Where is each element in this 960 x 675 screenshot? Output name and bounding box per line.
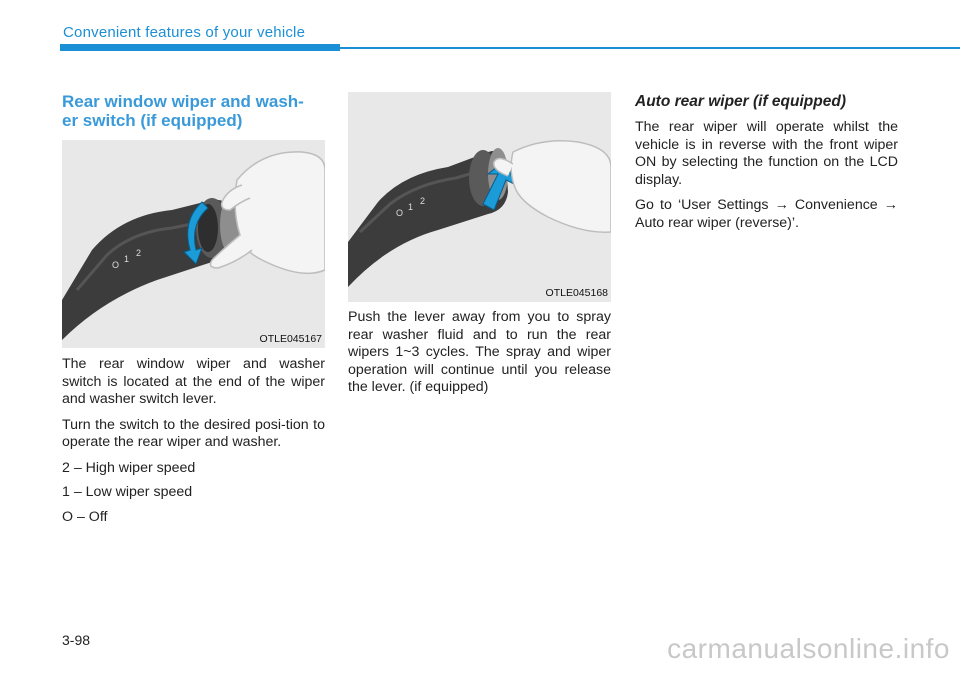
- paragraph: The rear wiper will operate whilst the vehicle is in reverse with the front wiper ON by selecting the function on the LCD display.: [635, 119, 898, 188]
- page-number: 3-98: [62, 632, 91, 648]
- svg-text:2: 2: [420, 196, 426, 206]
- section-header-title: Convenient features of your vehicle: [63, 24, 306, 41]
- paragraph: Push the lever away from you to spray rear washer fluid and to run the rear wipers 1~3 cycles. The spray and wiper operation will continue until you release the lever. (if equipped): [348, 309, 611, 395]
- figure-label: OTLE045167: [259, 333, 322, 345]
- column-2-text: [348, 309, 611, 405]
- figure-wiper-switch-rotate: [62, 140, 325, 348]
- list-item-off: O – Off: [62, 508, 108, 525]
- svg-text:2: 2: [136, 248, 142, 258]
- header-accent-bar: [60, 44, 340, 51]
- paragraph: Turn the switch to the desired posi-tion to operate the rear wiper and washer.: [62, 416, 325, 450]
- column-3: [635, 92, 898, 240]
- paragraph: Go to ‘User Settings → Convenience → Auto rear wiper (reverse)’.: [635, 197, 898, 231]
- svg-text:1: 1: [124, 254, 130, 264]
- list-item-low-speed: 1 – Low wiper speed: [62, 484, 193, 500]
- list-item-high-speed: 2 – High wiper speed: [62, 459, 196, 476]
- subsection-heading: Auto rear wiper (if equipped): [635, 93, 846, 110]
- column-1-text: [62, 356, 325, 533]
- header-rule: [340, 47, 960, 49]
- column-1: [62, 92, 325, 130]
- figure-label: OTLE045168: [545, 287, 608, 299]
- svg-text:O: O: [396, 208, 404, 218]
- svg-text:1: 1: [408, 202, 414, 212]
- section-heading-line-2: er switch (if equipped): [62, 111, 243, 130]
- section-heading: [62, 92, 325, 130]
- svg-text:O: O: [112, 260, 120, 270]
- section-heading-line-1: Rear window wiper and wash-: [62, 92, 304, 111]
- paragraph: The rear window wiper and washer switch is located at the end of the wiper and washer switch lever.: [62, 356, 325, 407]
- washer-lever-illustration: [348, 92, 611, 302]
- watermark: carmanualsonline.info: [667, 633, 950, 664]
- wiper-lever-illustration: [62, 140, 325, 348]
- figure-wiper-lever-push: [348, 92, 611, 302]
